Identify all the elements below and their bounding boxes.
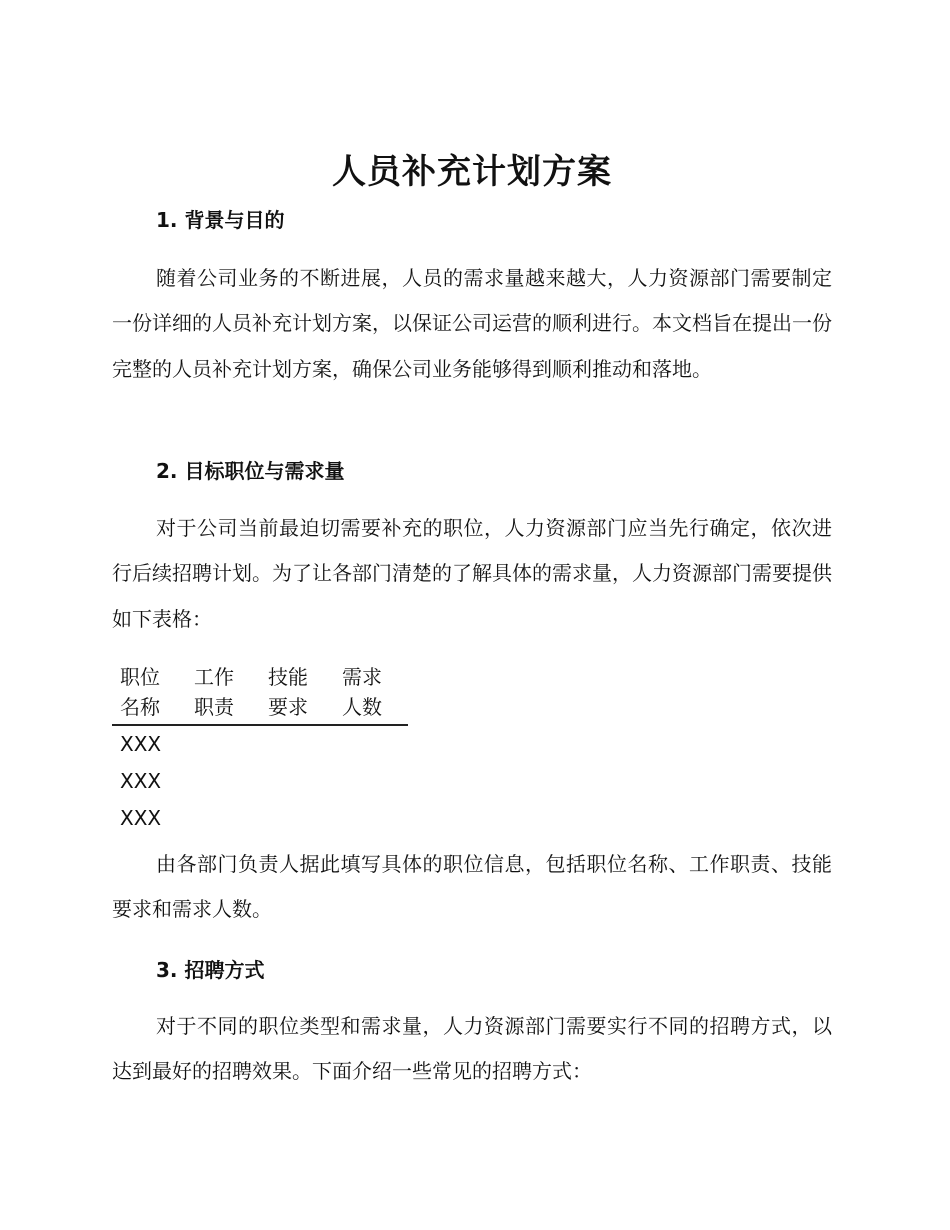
table-cell — [334, 725, 408, 763]
table-header-cell-skill-requirements — [260, 660, 334, 725]
table-cell — [334, 800, 408, 837]
paragraph-recruitment-methods: 对于不同的职位类型和需求量，人力资源部门需要实行不同的招聘方式，以达到最好的招聘效果。下面介绍一些常见的招聘方式： — [112, 1014, 832, 1084]
table-header-cell-headcount — [334, 660, 408, 725]
header-line: 需求 — [342, 665, 382, 689]
document-title: 人员补充计划方案 — [332, 152, 612, 192]
table-cell: XXX — [120, 732, 162, 756]
table-header-cell-position-name — [112, 660, 186, 725]
section-heading-background: 1. 背景与目的 — [156, 208, 285, 232]
header-line: 名称 — [120, 695, 160, 719]
header-line: 职位 — [120, 665, 160, 689]
table-cell — [186, 763, 260, 800]
table-cell: XXX — [120, 769, 162, 793]
section-heading-target-positions: 2. 目标职位与需求量 — [156, 459, 345, 483]
paragraph-background: 随着公司业务的不断进展，人员的需求量越来越大，人力资源部门需要制定一份详细的人员补充计划方案，以保证公司运营的顺利进行。本文档旨在提出一份完整的人员补充计划方案，确保公司业务能够得到顺利推动和落地。 — [112, 266, 832, 381]
header-line: 要求 — [268, 695, 308, 719]
table-row — [112, 725, 408, 763]
header-line: 技能 — [268, 665, 308, 689]
paragraph-target-positions-intro: 对于公司当前最迫切需要补充的职位，人力资源部门应当先行确定，依次进行后续招聘计划。为了让各部门清楚的了解具体的需求量，人力资源部门需要提供如下表格： — [112, 516, 832, 631]
table-row — [112, 800, 408, 837]
table-header-cell-job-duties — [186, 660, 260, 725]
header-line: 人数 — [342, 695, 382, 719]
table-row — [112, 763, 408, 800]
table-cell — [260, 725, 334, 763]
paragraph-table-instructions: 由各部门负责人据此填写具体的职位信息，包括职位名称、工作职责、技能要求和需求人数。 — [112, 852, 832, 922]
table-cell — [186, 725, 260, 763]
table-cell: XXX — [120, 806, 162, 830]
table-cell — [260, 800, 334, 837]
position-requirements-table — [112, 660, 408, 837]
header-line: 工作 — [194, 665, 234, 689]
table-header-row — [112, 660, 408, 725]
header-line: 职责 — [194, 695, 234, 719]
table-cell — [260, 763, 334, 800]
section-heading-recruitment-methods: 3. 招聘方式 — [156, 958, 265, 982]
table-cell — [186, 800, 260, 837]
table-cell — [334, 763, 408, 800]
